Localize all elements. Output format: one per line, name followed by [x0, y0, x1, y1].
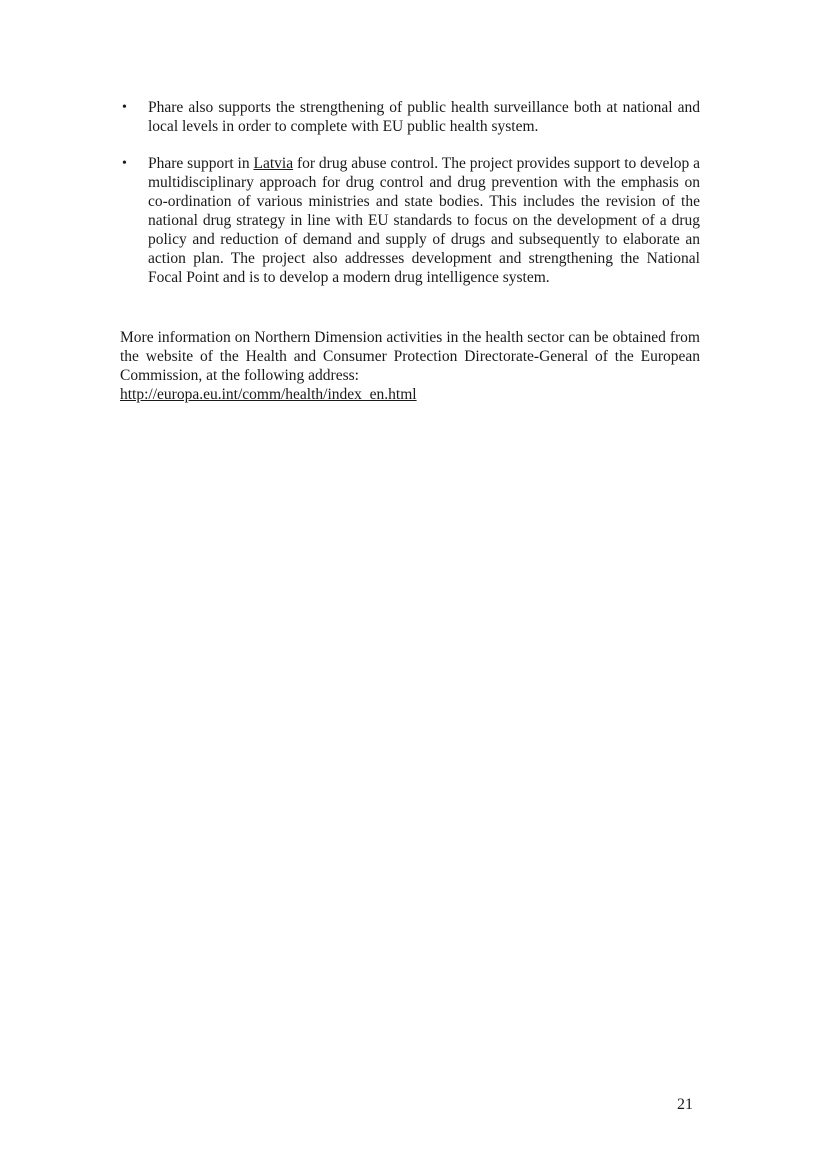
bullet-marker: •: [122, 100, 127, 115]
more-info-paragraph: [120, 328, 700, 404]
bullet-text-before-link: Phare support in: [148, 155, 254, 172]
more-info-text: More information on Northern Dimension activities in the health sector can be obtained from the website of the Health and Consumer Protection Directorate-General of the European Commission, at the following address:: [120, 329, 700, 384]
bullet-marker: •: [122, 156, 127, 171]
bullet-list: [120, 98, 700, 305]
bullet-text-after-link: for drug abuse control. The project provides support to develop a multidisciplinary approach for drug control and drug prevention with the emphasis on co-ordination of various ministries and state bodies. This includes the revision of the national drug strategy in line with EU standards to focus on the development of a drug policy and reduction of demand and supply of drugs and subsequently to elaborate an action plan. The project also addresses development and strengthening the National Focal Point and is to develop a modern drug intelligence system.: [148, 155, 700, 286]
page-number: 21: [677, 1096, 693, 1113]
health-website-link[interactable]: http://europa.eu.int/comm/health/index_en.html: [120, 386, 417, 403]
bullet-item-drug-control: [120, 154, 700, 287]
latvia-link[interactable]: Latvia: [253, 155, 294, 172]
bullet-text: Phare also supports the strengthening of public health surveillance both at national and local levels in order to complete with EU public health system.: [148, 99, 700, 135]
bullet-item-public-health: [120, 98, 700, 136]
